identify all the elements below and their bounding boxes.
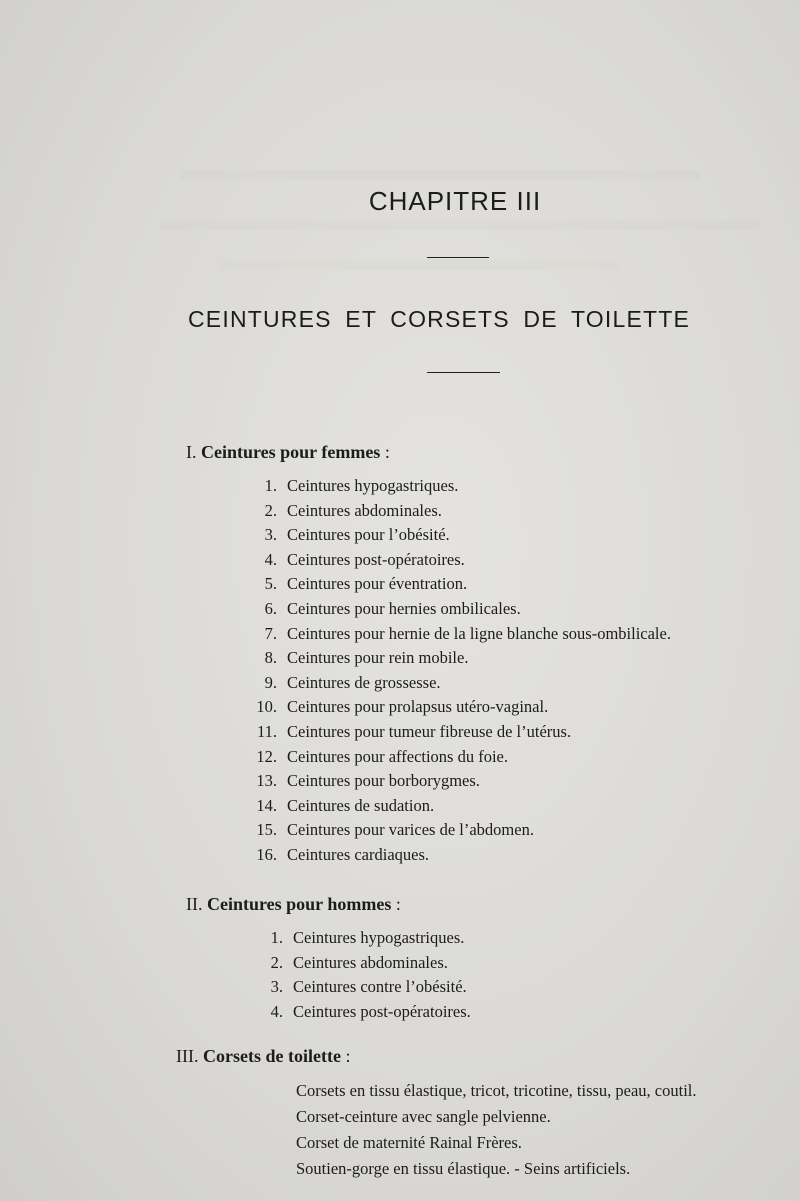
group-title: Ceintures pour hommes: [207, 894, 392, 914]
group-suffix: :: [340, 1046, 351, 1066]
item-number: 2.: [270, 952, 283, 972]
item-text: Ceintures post-opératoires.: [287, 549, 465, 569]
item-number: 13.: [256, 771, 277, 791]
group-heading-corsets: [176, 1046, 350, 1067]
list-item: [270, 926, 471, 951]
group-numeral: I.: [186, 442, 197, 462]
group-numeral: III.: [176, 1046, 199, 1066]
item-text: Ceintures pour tumeur fibreuse de l’utérus.: [287, 721, 572, 741]
item-text: Ceintures pour l’obésité.: [287, 525, 450, 545]
list-item: [270, 1000, 471, 1025]
item-number: 7.: [264, 623, 277, 643]
item-number: 11.: [256, 721, 277, 741]
item-text: Ceintures pour borborygmes.: [287, 771, 480, 791]
list-item: [264, 597, 671, 622]
item-number: 12.: [256, 746, 277, 766]
list-item: [264, 474, 671, 499]
item-number: 10.: [256, 697, 277, 717]
list-item: [270, 951, 471, 976]
list-item: [256, 695, 671, 720]
item-text: Ceintures hypogastriques.: [287, 476, 459, 495]
list-item: Corsets en tissu élastique, tricot, tricotine, tissu, peau, coutil.: [296, 1081, 697, 1100]
heading-divider: [427, 257, 489, 258]
item-text: Ceintures pour hernie de la ligne blanche sous-ombilicale.: [287, 623, 671, 643]
item-text: Ceintures de grossesse.: [287, 672, 441, 692]
list-item: [264, 499, 671, 524]
list-item: [256, 818, 671, 843]
section-title: CEINTURES ET CORSETS DE TOILETTE: [188, 306, 691, 332]
list-item: [264, 548, 671, 573]
item-number: 14.: [256, 795, 277, 815]
chapter-title: CHAPITRE III: [368, 186, 542, 216]
list-item: [270, 975, 471, 1000]
item-text: Ceintures abdominales.: [287, 500, 442, 520]
list-item: [256, 769, 671, 794]
item-number: 16.: [256, 844, 277, 864]
list-item: Corset de maternité Rainal Frères.: [296, 1133, 522, 1152]
men-belts-list: [270, 926, 471, 1024]
item-number: 1.: [270, 928, 283, 947]
item-number: 15.: [256, 820, 277, 840]
list-item: Soutien-gorge en tissu élastique. - Seins artificiels.: [296, 1159, 631, 1178]
item-text: Ceintures post-opératoires.: [293, 1001, 471, 1021]
list-item: [264, 622, 671, 647]
list-item: [256, 843, 671, 868]
list-item: [256, 794, 671, 819]
group-heading-men: [186, 894, 401, 915]
item-text: Ceintures cardiaques.: [287, 844, 430, 864]
item-text: Ceintures pour varices de l’abdomen.: [287, 820, 534, 840]
corsets-list: [296, 1078, 697, 1182]
list-item: Corset-ceinture avec sangle pelvienne.: [296, 1107, 551, 1126]
item-text: Ceintures pour prolapsus utéro-vaginal.: [287, 697, 549, 717]
group-suffix: :: [391, 894, 401, 914]
item-text: Ceintures pour hernies ombilicales.: [287, 598, 521, 618]
item-text: Ceintures de sudation.: [287, 795, 435, 815]
group-title: Ceintures pour femmes: [201, 442, 381, 462]
item-number: 3.: [270, 977, 283, 997]
item-number: 3.: [264, 525, 277, 545]
item-number: 2.: [264, 500, 277, 520]
group-title: Corsets de toilette: [202, 1046, 341, 1066]
women-belts-list: [256, 474, 671, 868]
group-numeral: II.: [186, 894, 203, 914]
item-number: 1.: [264, 476, 277, 495]
list-item: [256, 720, 671, 745]
item-number: 4.: [264, 549, 277, 569]
item-text: Ceintures hypogastriques.: [293, 928, 465, 947]
chapter-heading: [0, 186, 800, 217]
list-item: [264, 572, 671, 597]
item-number: 9.: [264, 672, 277, 692]
item-number: 4.: [270, 1001, 283, 1021]
group-suffix: :: [380, 442, 390, 462]
item-text: Ceintures pour rein mobile.: [287, 648, 469, 668]
item-number: 6.: [264, 598, 277, 618]
list-item: [264, 646, 671, 671]
list-item: [264, 671, 671, 696]
section-divider: [427, 372, 500, 373]
list-item: [256, 745, 671, 770]
item-number: 5.: [264, 574, 277, 594]
item-text: Ceintures pour éventration.: [287, 574, 468, 594]
item-text: Ceintures abdominales.: [293, 952, 448, 972]
item-text: Ceintures pour affections du foie.: [287, 746, 509, 766]
item-text: Ceintures contre l’obésité.: [293, 977, 467, 997]
item-number: 8.: [264, 648, 277, 668]
list-item: [264, 523, 671, 548]
group-heading-women: [186, 442, 390, 463]
